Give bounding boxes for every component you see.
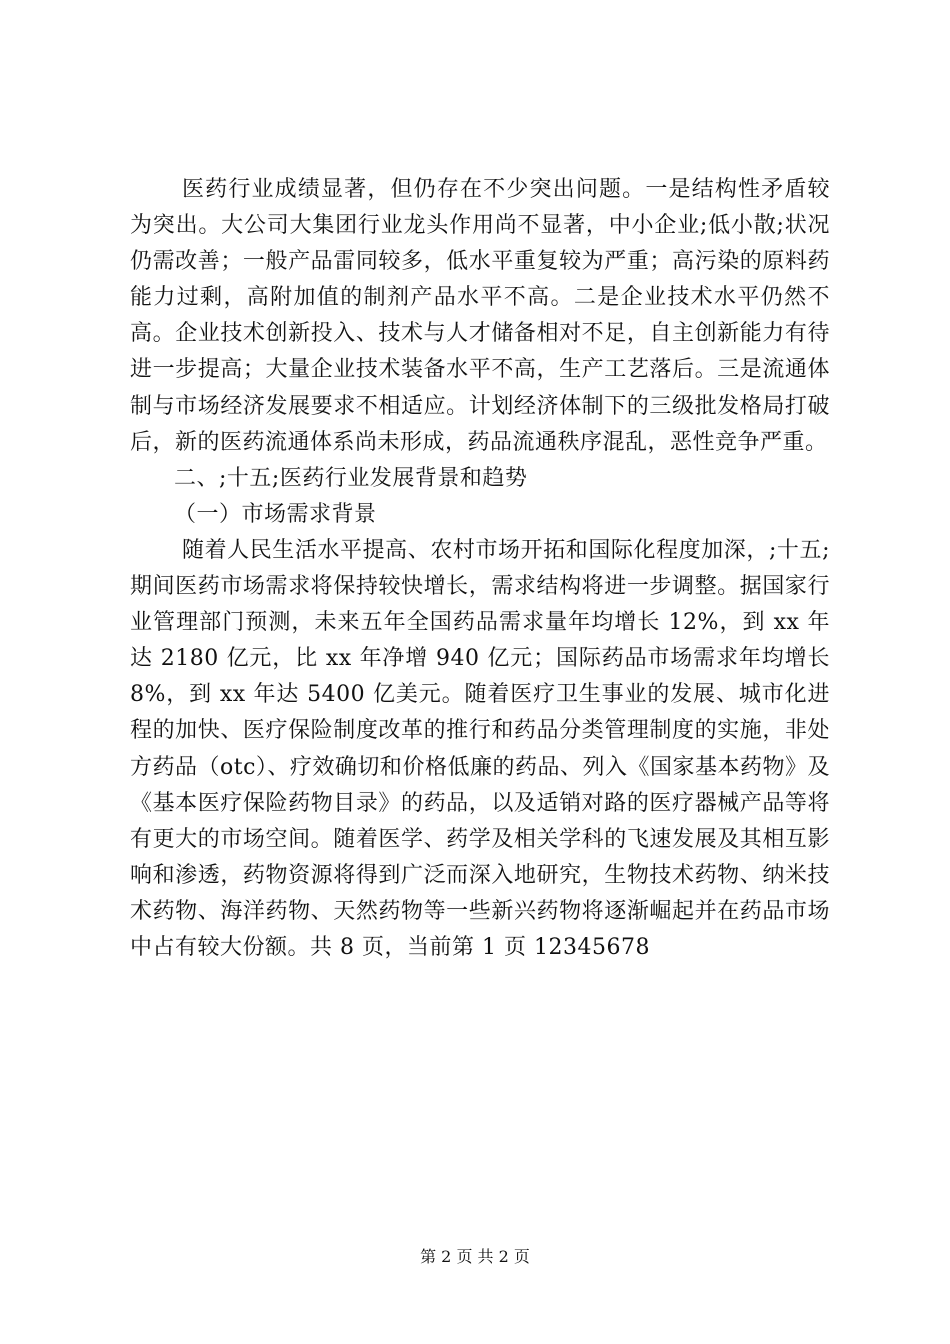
- section-heading-background: 二、;十五;医药行业发展背景和趋势: [174, 465, 528, 491]
- paragraph-market-demand: 随着人民生活水平提高、农村市场开拓和国际化程度加深，;十五;期间医药市场需求将保持较快增长，需求结构将进一步调整。据国家行业管理部门预测，未来五年全国药品需求量年均增长 12%，到 xx 年达 2180 亿元，比 xx 年净增 940 亿元；国际药品市场需求年均增长 8%，到 xx 年达 5400 亿美元。随着医疗卫生事业的发展、城市化进程的加快、医疗保险制度改革的推行和药品分类管理制度的实施，非处方药品（otc）、疗效确切和价格低廉的药品、列入《国家基本药物》及《基本医疗保险药物目录》的药品，以及适销对路的医疗器械产品等将有更大的市场空间。随着医学、药学及相关学科的飞速发展及其相互影响和渗透，药物资源将得到广泛而深入地研究，生物技术药物、纳米技术药物、海洋药物、天然药物等一些新兴药物将逐渐崛起并在药品市场中占有较大份额。共 8 页，当前第 1 页 12345678: [130, 537, 830, 960]
- paragraph-problems: 医药行业成绩显著，但仍存在不少突出问题。一是结构性矛盾较为突出。大公司大集团行业龙头作用尚不显著，中小企业;低小散;状况仍需改善；一般产品雷同较多，低水平重复较为严重；高污染的原料药能力过剩，高附加值的制剂产品水平不高。二是企业技术水平仍然不高。企业技术创新投入、技术与人才储备相对不足，自主创新能力有待进一步提高；大量企业技术装备水平不高，生产工艺落后。三是流通体制与市场经济发展要求不相适应。计划经济体制下的三级批发格局打破后，新的医药流通体系尚未形成，药品流通秩序混乱，恶性竞争严重。: [130, 177, 830, 455]
- page-footer: 第 2 页 共 2 页: [420, 1247, 530, 1266]
- subsection-heading-market-demand: （一）市场需求背景: [174, 501, 377, 527]
- document-body: [130, 172, 830, 966]
